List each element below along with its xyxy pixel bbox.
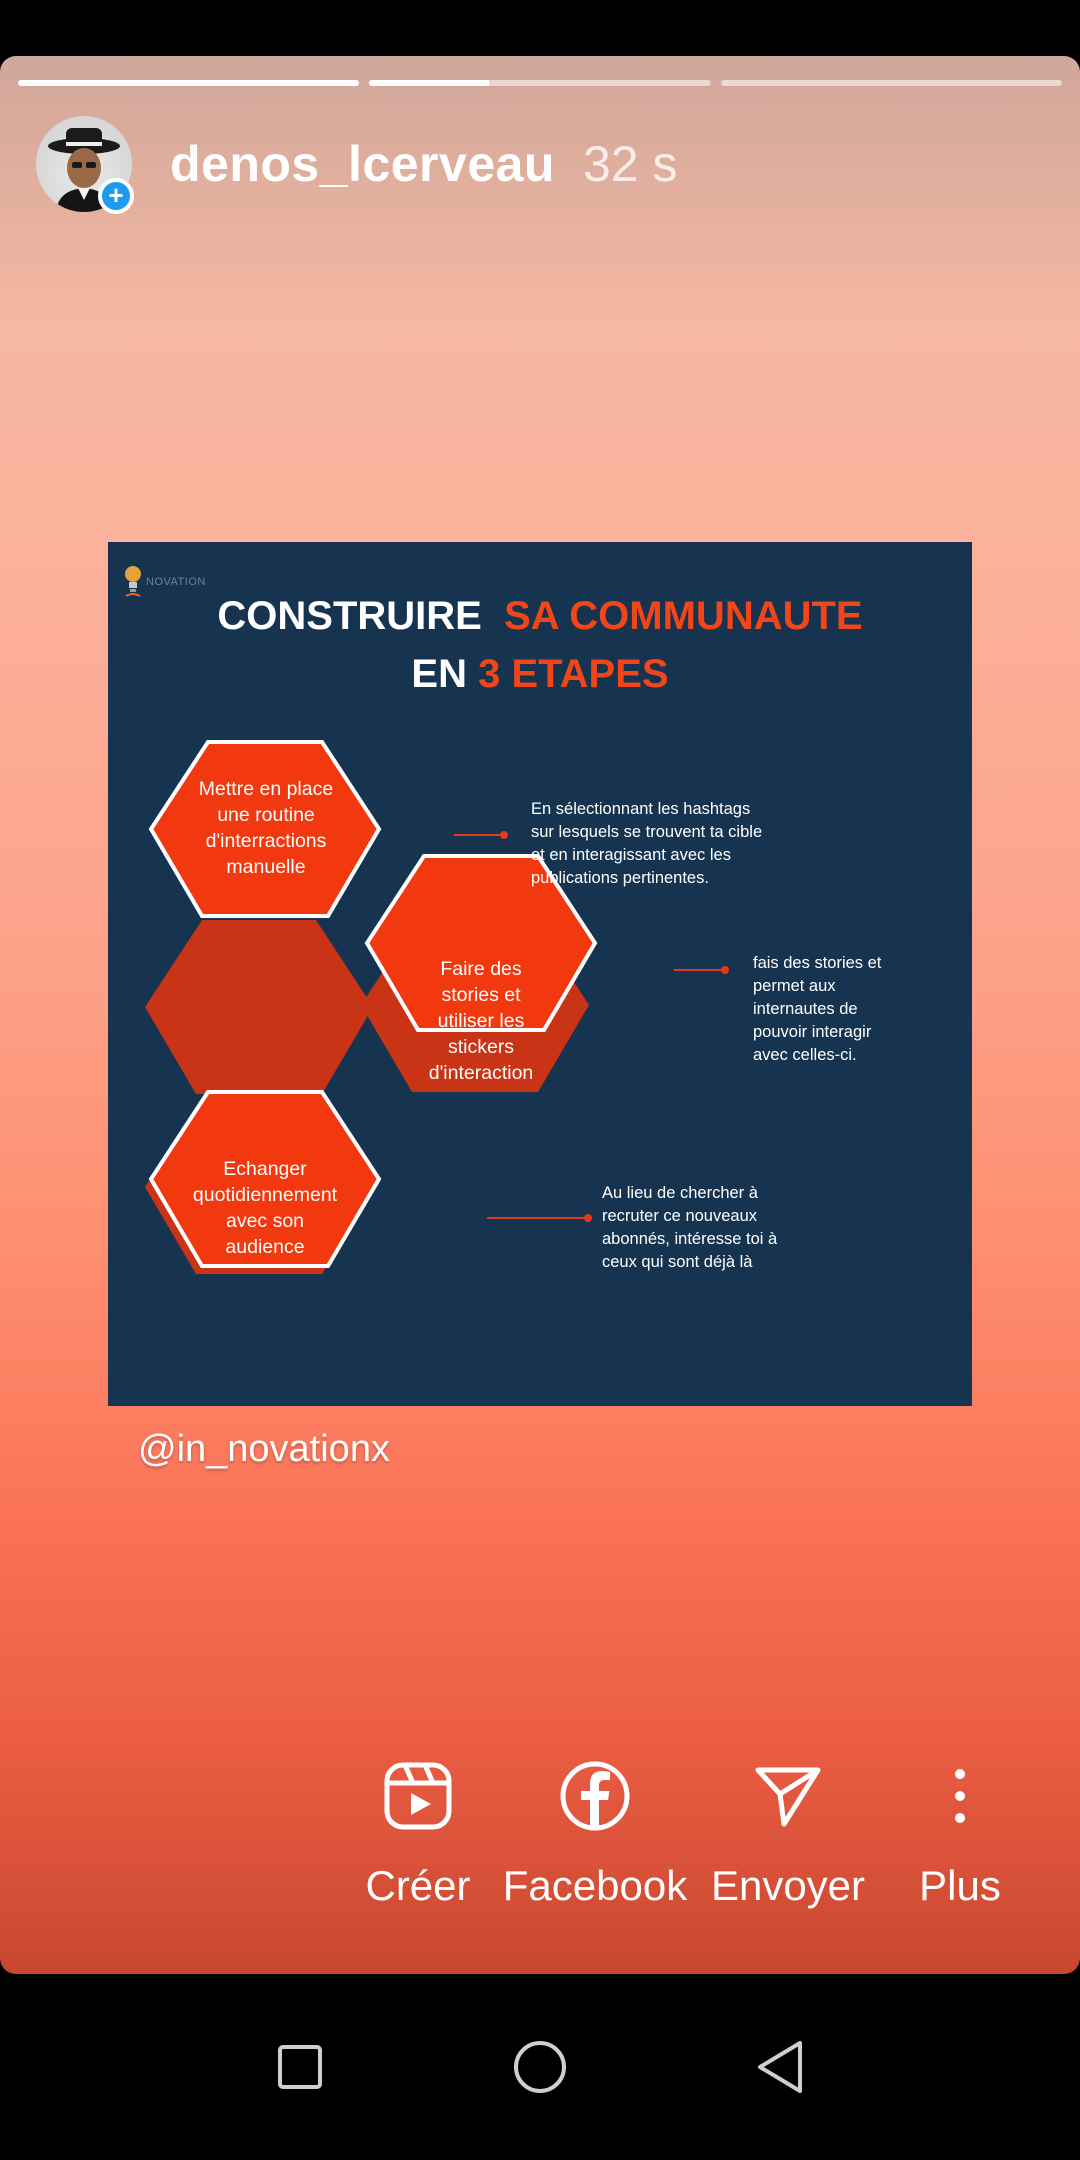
story-view[interactable] (0, 56, 1080, 1974)
more-vertical-icon (860, 1756, 1060, 1836)
progress-segment (721, 80, 1062, 86)
shared-post-image[interactable] (108, 542, 972, 1406)
step-2-description: fais des stories et permet aux internautes de pouvoir interagir avec celles-ci. (753, 954, 882, 1064)
home-circle-icon[interactable] (495, 2022, 585, 2112)
progress-segment (18, 80, 359, 86)
more-label: Plus (919, 1862, 1001, 1909)
connector-dot (500, 831, 508, 839)
send-label: Envoyer (710, 1862, 866, 1909)
add-story-plus-icon[interactable]: + (98, 178, 134, 214)
facebook-icon (495, 1756, 695, 1836)
back-triangle-icon[interactable] (735, 2022, 825, 2112)
title-orange-part: 3 ETAPES (478, 652, 669, 696)
step-2-label: Faire des stories et utiliser les stickers d'interaction (428, 958, 534, 1084)
title-white-part: CONSTRUIRE (217, 594, 482, 638)
send-button[interactable] (688, 1756, 888, 1910)
mention-sticker[interactable]: @in_novationx (138, 1428, 390, 1470)
story-timestamp: 32 s (582, 136, 678, 192)
facebook-share-button[interactable] (495, 1756, 695, 1910)
connector-dot (584, 1214, 592, 1222)
brand-name: NOVATION (146, 576, 206, 588)
step-1-description: En sélectionnant les hashtags sur lesquels se trouvent ta cible et en interagissant avec les publications pertinentes. (531, 800, 763, 887)
step-3-label: Echanger quotidiennement avec son audience (192, 1158, 338, 1258)
more-button[interactable] (860, 1756, 1060, 1910)
android-nav-bar (0, 1974, 1080, 2160)
story-actions-bar (0, 1756, 1080, 1956)
step-1-label: Mettre en place une routine d'interractions manuelle (198, 778, 334, 878)
story-header (36, 112, 678, 216)
create-label: Créer (365, 1862, 471, 1909)
title-orange-part: SA COMMUNAUTE (504, 594, 863, 638)
create-button[interactable] (318, 1756, 518, 1910)
title-white-part: EN (411, 652, 467, 696)
progress-segment (369, 80, 710, 86)
hexagon-shadow (145, 920, 373, 1094)
recents-square-icon[interactable] (255, 2022, 345, 2112)
connector-dot (721, 966, 729, 974)
facebook-label: Facebook (502, 1862, 688, 1909)
story-progress-bar (18, 80, 1062, 86)
story-username[interactable]: denos_lcerveau (170, 136, 555, 192)
reels-icon (318, 1756, 518, 1836)
send-icon (688, 1756, 888, 1836)
avatar[interactable] (36, 116, 132, 212)
step-3-description: Au lieu de chercher à recruter ce nouveaux abonnés, intéresse toi à ceux qui sont déjà là (602, 1184, 778, 1271)
